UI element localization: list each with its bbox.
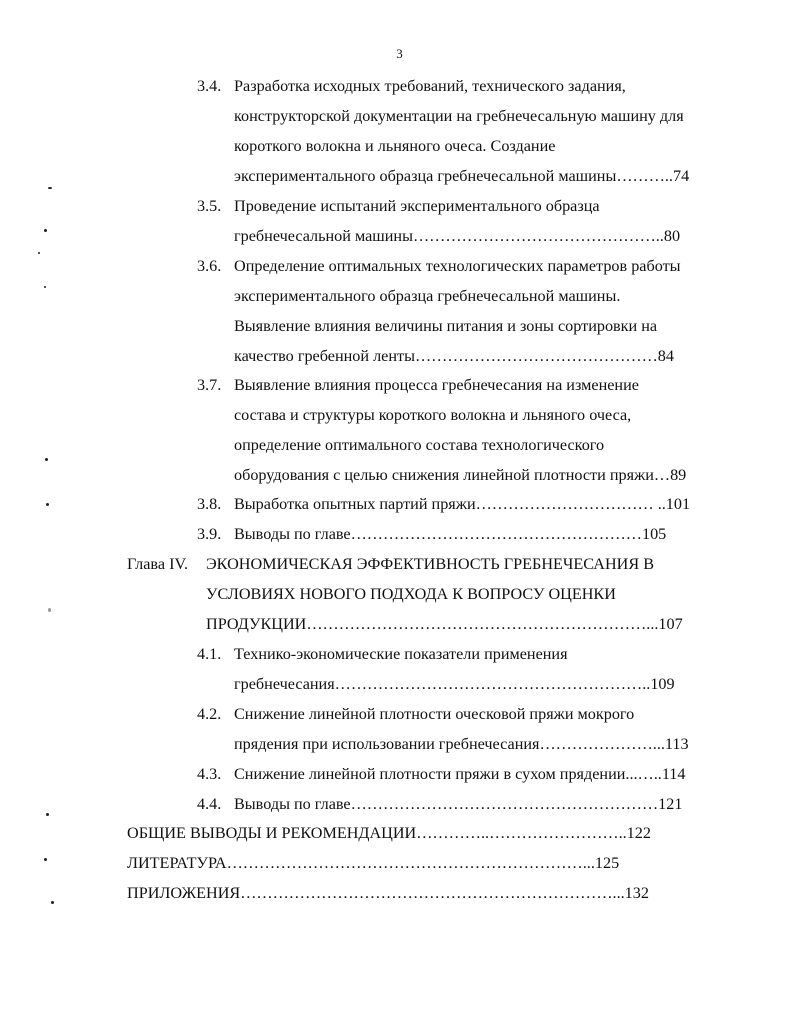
entry-line: гребнечесания…………………………………………………..109 [234, 675, 675, 693]
scan-speck [46, 813, 49, 816]
section-number: 3.4. [197, 77, 222, 95]
entry-line: экспериментального образца гребнечесальной машины. [234, 287, 621, 305]
entry-line: Выводы по главе…………………………………………………121 [234, 795, 683, 813]
section-number: 4.2. [197, 705, 222, 723]
scan-speck [44, 858, 47, 861]
page-number: 3 [396, 46, 403, 61]
entry-line: конструкторской документации на гребнечесальную машину для [234, 107, 684, 125]
section-number: 3.5. [197, 197, 222, 215]
entry-line: гребнечесальной машины………………………………………..80 [234, 227, 681, 245]
toc-appendices: ПРИЛОЖЕНИЯ……………………………………………………………...132 [127, 884, 649, 902]
entry-line: Технико-экономические показатели применения [234, 645, 568, 663]
entry-line: состава и структуры короткого волокна и льняного очеса, [234, 406, 632, 424]
entry-line: экспериментального образца гребнечесальной машины………..74 [234, 167, 690, 185]
entry-line: определение оптимального состава технологического [234, 436, 605, 454]
entry-line: Снижение линейной плотности оческовой пряжи мокрого [234, 705, 635, 723]
scan-speck [45, 458, 48, 461]
entry-line: Снижение линейной плотности пряжи в сухом прядении...…..114 [234, 765, 686, 783]
scan-speck [44, 286, 46, 288]
scan-speck [38, 252, 40, 254]
toc-general-conclusions: ОБЩИЕ ВЫВОДЫ И РЕКОМЕНДАЦИИ…………..……………………..122 [127, 824, 651, 842]
entry-line: Выявление влияния величины питания и зоны сортировки на [234, 317, 658, 335]
chapter-title-line: УСЛОВИЯХ НОВОГО ПОДХОДА К ВОПРОСУ ОЦЕНКИ [206, 585, 616, 603]
scan-speck [44, 229, 47, 232]
scan-speck [51, 901, 54, 904]
chapter-title-line: ПРОДУКЦИИ………………………………………………………...107 [206, 615, 683, 633]
scan-speck [48, 187, 52, 189]
scan-speck [46, 503, 49, 506]
entry-line: Выводы по главе………………………………………………105 [234, 525, 667, 543]
section-number: 3.7. [197, 376, 222, 394]
section-number: 3.6. [197, 257, 222, 275]
entry-line: Выявление влияния процесса гребнечесания на изменение [234, 376, 639, 394]
entry-line: Определение оптимальных технологических параметров работы [234, 257, 681, 275]
section-number: 4.1. [197, 645, 222, 663]
toc-literature: ЛИТЕРАТУРА…………………………………………………………...125 [127, 854, 620, 872]
section-number: 4.4. [197, 795, 222, 813]
entry-line: Выработка опытных партий пряжи…………………………… ..101 [234, 495, 691, 513]
entry-line: Разработка исходных требований, технического задания, [234, 77, 626, 95]
entry-line: короткого волокна и льняного очеса. Создание [234, 137, 556, 155]
scan-speck [48, 608, 51, 612]
entry-line: оборудования с целью снижения линейной плотности пряжи…89 [234, 466, 687, 484]
entry-line: прядения при использовании гребнечесания…………………...113 [234, 735, 689, 753]
section-number: 3.9. [197, 525, 222, 543]
chapter-label: Глава IV. [127, 555, 189, 573]
entry-line: качество гребенной ленты………………………………………84 [234, 347, 674, 365]
section-number: 3.8. [197, 495, 222, 513]
section-number: 4.3. [197, 765, 222, 783]
chapter-title-line: ЭКОНОМИЧЕСКАЯ ЭФФЕКТИВНОСТЬ ГРЕБНЕЧЕСАНИЯ В [206, 555, 655, 573]
entry-line: Проведение испытаний экспериментального образца [234, 197, 600, 215]
